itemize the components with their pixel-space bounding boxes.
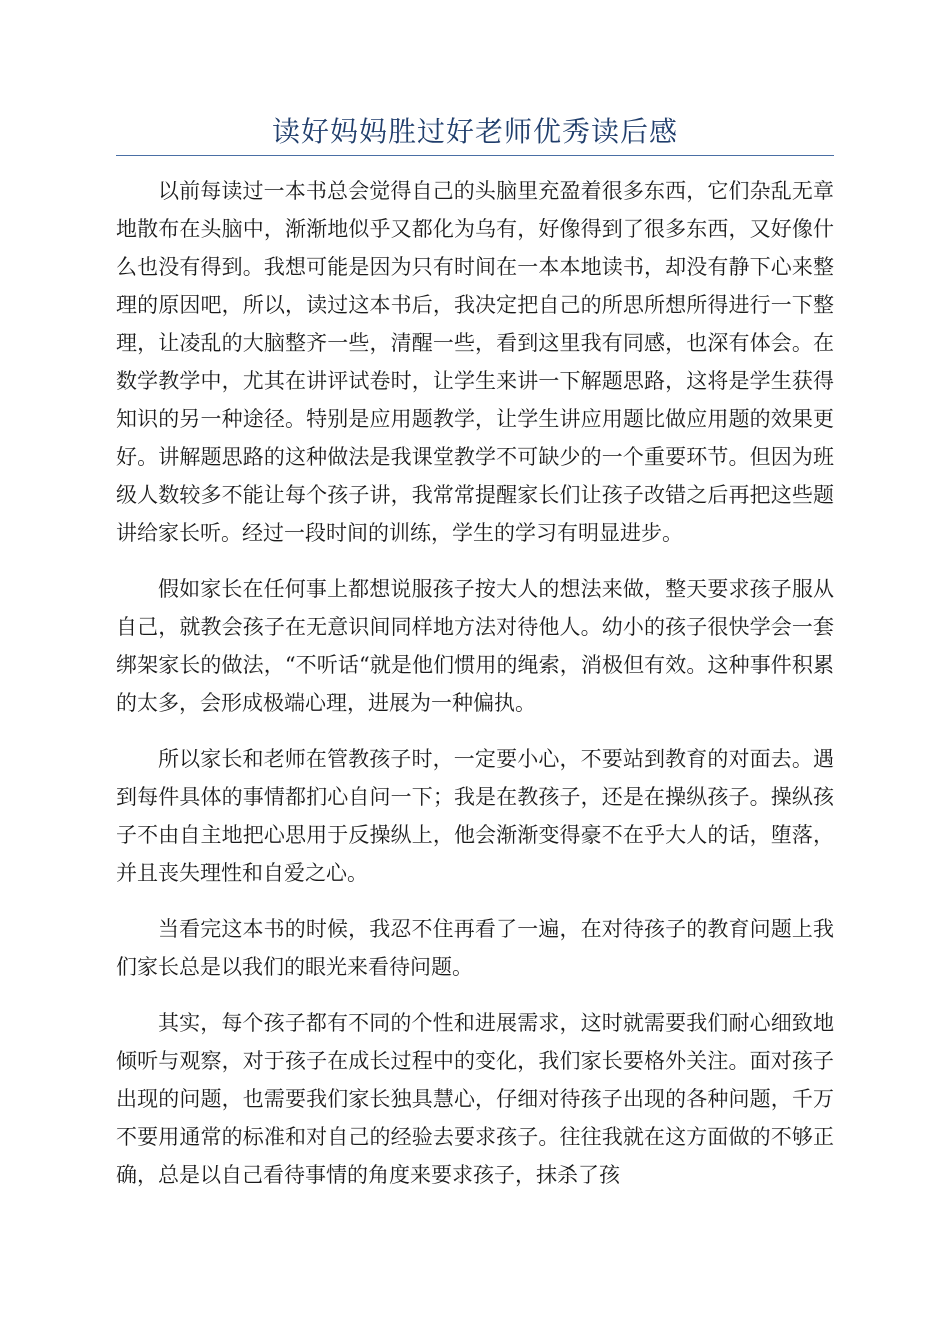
paragraph-3: 所以家长和老师在管教孩子时，一定要小心，不要站到教育的对面去。遇到每件具体的事情都扪心自问一下；我是在教孩子，还是在操纵孩子。操纵孩子不由自主地把心思用于反操纵上，他会渐渐变得豪不在乎大人的话，堕落，并且丧失理性和自爱之心。 <box>116 747 834 885</box>
paragraph-2: 假如家长在任何事上都想说服孩子按大人的想法来做，整天要求孩子服从自己，就教会孩子在无意识间同样地方法对待他人。幼小的孩子很快学会一套绑架家长的做法，“不听话“就是他们惯用的绳索，消极但有效。这种事件积累的太多，会形成极端心理，进展为一种偏执。 <box>116 577 834 715</box>
paragraph-5: 其实，每个孩子都有不同的个性和进展需求，这时就需要我们耐心细致地倾听与观察，对于孩子在成长过程中的变化，我们家长要格外关注。面对孩子出现的问题，也需要我们家长独具慧心，仔细对待孩子出现的各种问题，千万不要用通常的标准和对自己的经验去要求孩子。往往我就在这方面做的不够正确，总是以自己看待事情的角度来要求孩子，抹杀了孩 <box>116 1011 834 1187</box>
paragraph-1: 以前每读过一本书总会觉得自己的头脑里充盈着很多东西，它们杂乱无章地散布在头脑中，渐渐地似乎又都化为乌有，好像得到了很多东西，又好像什么也没有得到。我想可能是因为只有时间在一本本地读书，却没有静下心来整理的原因吧，所以，读过这本书后，我决定把自己的所思所想所得进行一下整理，让凌乱的大脑整齐一些，清醒一些，看到这里我有同感，也深有体会。在数学教学中，尤其在讲评试卷时，让学生来讲一下解题思路，这将是学生获得知识的另一种途径。特别是应用题教学，让学生讲应用题比做应用题的效果更好。讲解题思路的这种做法是我课堂教学不可缺少的一个重要环节。但因为班级人数较多不能让每个孩子讲，我常常提醒家长们让孩子改错之后再把这些题讲给家长听。经过一段时间的训练，学生的学习有明显进步。 <box>116 179 834 545</box>
title-underline <box>116 155 834 156</box>
document-title: 读好妈妈胜过好老师优秀读后感 <box>271 115 678 148</box>
document-body <box>116 172 834 1212</box>
paragraph-4: 当看完这本书的时候，我忍不住再看了一遍，在对待孩子的教育问题上我们家长总是以我们的眼光来看待问题。 <box>116 917 834 979</box>
